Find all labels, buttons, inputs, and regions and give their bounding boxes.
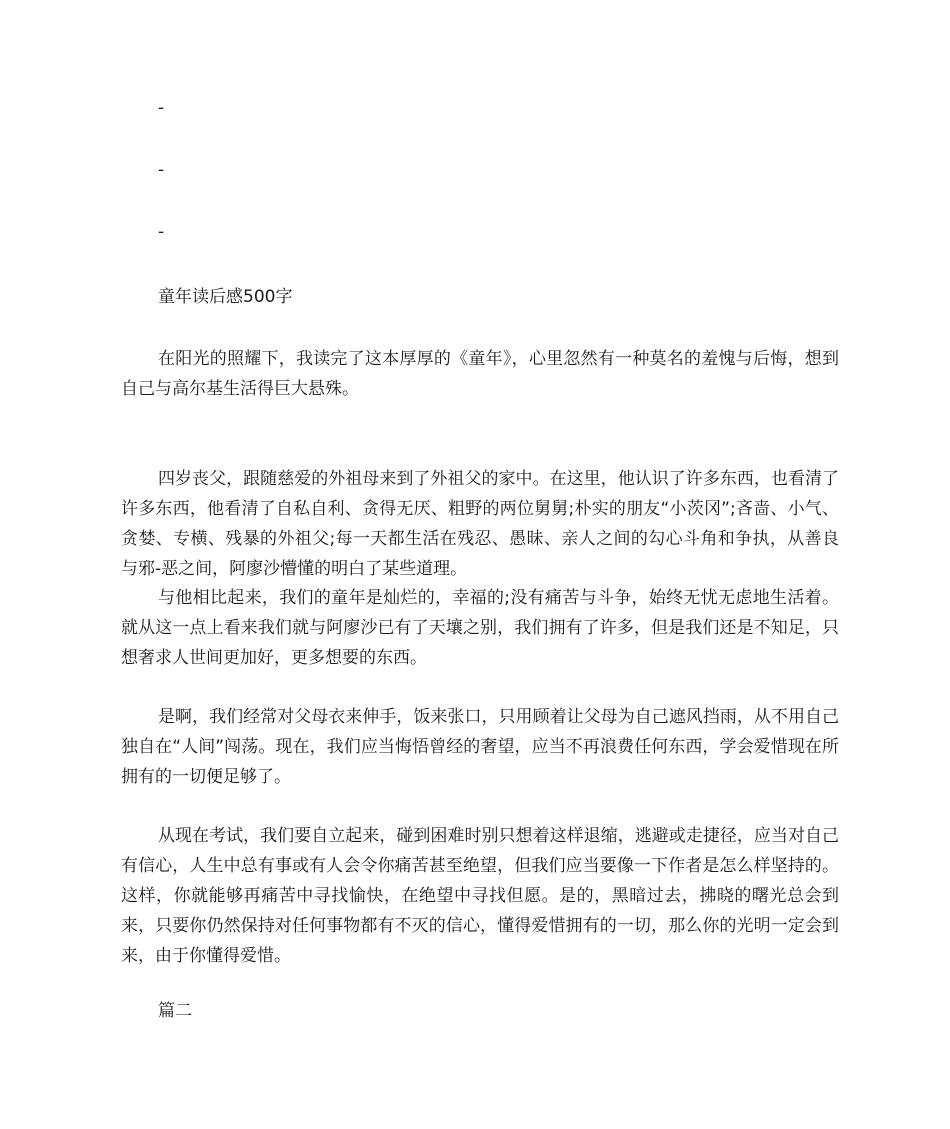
dash-separator: - <box>158 160 165 180</box>
dash-separator: - <box>158 222 165 242</box>
paragraph: 与他相比起来，我们的童年是灿烂的，幸福的;没有痛苦与斗争，始终无忧无虑地生活着。就从这一点上看来我们就与阿廖沙已有了天壤之别，我们拥有了许多，但是我们还是不知足，只想奢求人世间更加好，更多想要的东西。 <box>121 588 839 668</box>
section-heading: 篇二 <box>158 1001 192 1021</box>
paragraph: 从现在考试，我们要自立起来，碰到困难时别只想着这样退缩，逃避或走捷径，应当对自己有信心，人生中总有事或有人会令你痛苦甚至绝望，但我们应当要像一下作者是怎么样坚持的。这样，你就能够再痛苦中寻找愉快，在绝望中寻找但愿。是的，黑暗过去，拂晓的曙光总会到来，只要你仍然保持对任何事物都有不灭的信心，懂得爱惜拥有的一切，那么你的光明一定会到来，由于你懂得爱惜。 <box>121 826 839 966</box>
paragraph: 四岁丧父，跟随慈爱的外祖母来到了外祖父的家中。在这里，他认识了许多东西，也看清了许多东西，他看清了自私自利、贪得无厌、粗野的两位舅舅;朴实的朋友“小茨冈”;吝啬、小气、贪婪、专横、残暴的外祖父;每一天都生活在残忍、愚昧、亲人之间的勾心斗角和争执，从善良与邪-恶之间，阿廖沙懵懂的明白了某些道理。 <box>121 469 839 579</box>
paragraph: 是啊，我们经常对父母衣来伸手，饭来张口，只用顾着让父母为自己遮风挡雨，从不用自己独自在“人间”闯荡。现在，我们应当悔悟曾经的奢望，应当不再浪费任何东西，学会爱惜现在所拥有的一切便足够了。 <box>121 707 839 787</box>
dash-separator: - <box>158 98 165 118</box>
document-title: 童年读后感500字 <box>158 287 293 307</box>
paragraph: 在阳光的照耀下，我读完了这本厚厚的《童年》，心里忽然有一种莫名的羞愧与后悔，想到自己与高尔基生活得巨大悬殊。 <box>121 349 839 399</box>
